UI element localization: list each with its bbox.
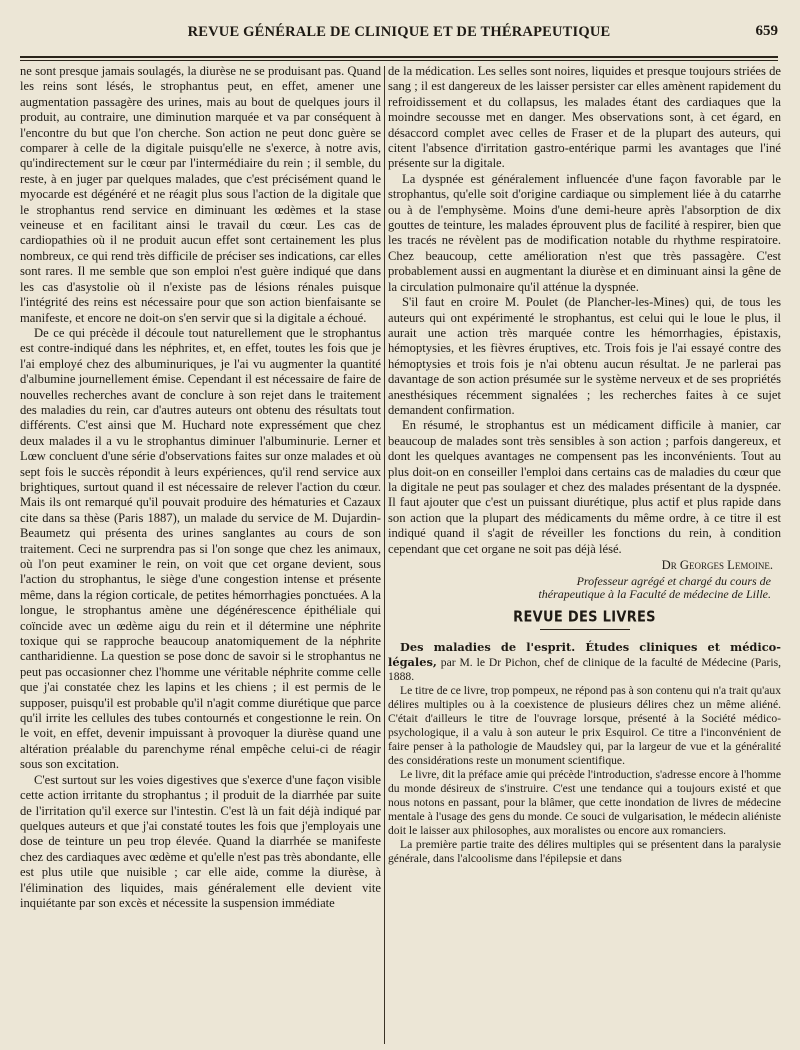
book-heading [388, 640, 781, 684]
header-rule [20, 56, 778, 58]
book-citation: par M. le Dr Pichon, chef de clinique de la faculté de Médecine (Paris, 1888. [388, 655, 781, 683]
paragraph: La dyspnée est généralement influencée d'une façon favorable par le strophantus, qu'elle soit d'origine cardiaque ou simplement liée à du catarrhe ou à de l'emphysème. Moins d'une demi-heure après l'absorption de dix gouttes de teinture, les malades éprouvent plus de facilité à respirer, bien que les tracés ne révèlent pas de modification notable du rhythme respiratoire. Chez beaucoup, cette amélioration n'est que très passagère. C'est probablement aussi en augmentant la diurèse et en diminuant ainsi la gêne de la circulation pulmonaire qu'il atténue la dyspnée. [388, 171, 781, 294]
column-divider [384, 66, 385, 1044]
book-review [388, 640, 781, 866]
section-rule [540, 629, 630, 630]
author-signature: Dr Georges Lemoine. [661, 558, 773, 572]
paragraph: ne sont presque jamais soulagés, la diurèse ne se produisant pas. Quand les reins sont lésés, le strophantus peut, en effet, amener une augmentation passagère des urines, mais au bout de quelques jours il produit, au contraire, une diminution marquée et va par conséquent à l'encontre du but que l'on cherche. Son action ne peut donc guère se comparer à celle de la digitale puisqu'elle ne s'exerce, à notre avis, qu'indirectement sur le cœur par l'intermédiaire du rein ; il semble, du reste, à en juger par quelques malades, que c'est précisément quand le myocarde est dégénéré et ne réagit plus sous l'action de la digitale que le strophantus rend service en diminuant les œdèmes et la stase veineuse et en facilitant ainsi le travail du cœur. Les cas de cardiopathies où il ne produit aucun effet sont certainement les plus nombreux, ce qui rend très difficile de préciser ses indications, car elles sont rares. Il me semble que son emploi n'est guère indiqué que dans les cas d'asystolie où il n'existe pas de lésions rénales puisque l'intégrité des reins est nécessaire pour que son action bienfaisante se manifeste, et encore ne doit-on s'en servir que si la digitale a échoué. [20, 64, 381, 325]
section-title: REVUE DES LIVRES [513, 609, 656, 627]
header-rule-thin [20, 60, 778, 61]
right-column [388, 64, 781, 866]
author-affiliation: Professeur agrégé et chargé du cours de thérapeutique à la Faculté de médecine de Lille. [538, 574, 771, 601]
running-title: REVUE GÉNÉRALE DE CLINIQUE ET DE THÉRAPEUTIQUE [187, 24, 611, 40]
paragraph: de la médication. Les selles sont noires, liquides et presque toujours striées de sang ; il est dangereux de les laisser persister car elles amènent rapidement du refroidissement et du collapsus, les malades étant des cardiaques que la moindre secousse met en danger. Mes observations sont, à cet égard, en désaccord complet avec celles de Fraser et de la plupart des auteurs, qui citent l'absence d'irritation gastro-entérique parmi les avantages que l'iné présente sur la digitale. [388, 64, 781, 171]
review-paragraph: La première partie traite des délires multiples qui se présentent dans la paralysie générale, dans l'alcoolisme dans l'épilepsie et dans [388, 837, 781, 865]
paragraph: C'est surtout sur les voies digestives que s'exerce d'une façon visible cette action irritante du strophantus ; il produit de la diarrhée par suite de l'irritation qu'il exerce sur l'intestin. C'est là un fait déjà indiqué par quelques auteurs et que j'ai constaté toutes les fois que j'employais une dose de teinture un peu trop élevée. Quand la diarrhée se manifeste chez des cardiaques avec œdème et qu'elle n'est pas très abondante, elle est plus utile que nuisible ; car elle aide, comme la diurèse, à l'élimination des liquides, mais généralement elle devient vite inquiétante par son excès et nécessite la suspension immédiate [20, 772, 381, 910]
review-paragraph: Le livre, dit la préface amie qui précède l'introduction, s'adresse encore à l'homme du monde désireux de s'instruire. C'est une tendance qui a toujours existé et que nous notons en passant, pour la blâmer, que cette inondation de livres de médecine mentale à l'usage des gens du monde. Ce souci de vulgarisation, le médecin aliéniste doit le laisser aux philosophes, aux moralistes ou encore aux romanciers. [388, 767, 781, 837]
book-title: Des maladies de l'esprit. Études cliniques et médico-légales, [388, 639, 781, 669]
left-column [20, 64, 381, 911]
paragraph: En résumé, le strophantus est un médicament difficile à manier, car beaucoup de malades sont très sensibles à son action ; parfois dangereux, et dont les quelques avantages ne compensent pas les inconvénients. Tout au plus doit-on en conseiller l'emploi dans certains cas de maladies du cœur que la digitale ne peut pas soulager et chez des malades présentant de la dyspnée. Il faut ajouter que c'est un puissant diurétique, plus actif et plus rapide dans son action que la plupart des médicaments du même ordre, à ce titre il est indiqué quand il s'agit de réveiller les fonctions du rein, à condition cependant que cet organe ne soit pas déjà lésé. [388, 418, 781, 556]
review-paragraph: Le titre de ce livre, trop pompeux, ne répond pas à son contenu qui n'a trait qu'aux délires multiples ou à la coexistence de plusieurs délires chez un même aliéné. C'était d'ailleurs le titre de l'ouvrage lorsque, présenté à la Société médico-psychologique, il a valu à son auteur le prix Esquirol. Ce titre a l'inconvénient de faire penser à la pathologie de Maudsley qui, par la largeur de vue et la généralité des considérations reste un monument scientifique. [388, 683, 781, 767]
page-header [20, 22, 778, 48]
page-number: 659 [755, 23, 778, 39]
paragraph: De ce qui précède il découle tout naturellement que le strophantus est contre-indiqué dans les néphrites, et, en effet, toutes les fois que je l'ai employé chez des albuminuriques, je l'ai vu augmenter la quantité d'albumine journellement émise. Cependant il est nécessaire de faire de nouvelles recherches avant de conclure à son rejet dans le traitement des maladies du rein, car d'autres auteurs ont obtenu des résultats tout différents. C'est ainsi que M. Huchard note expressément que chez deux malades il a vu le strophantus diminuer l'albuminurie. Lerner et Lœw concluent d'une série d'observations faites sur onze malades et où sept fois le succès répondit à leurs expériences, qu'il rend service aux brightiques, surtout quand il est nécessaire de relever l'action du cœur. Mais ils ont remarqué qu'il pouvait produire des hématuries et Cazaux cite dans sa thèse (Paris 1887), un malade du service de M. Dujardin-Beaumetz qui présenta des urines sanglantes au cours de son traitement. Ceci ne surprendra pas si l'on songe que chez les animaux, où l'on peut examiner le rein, on voit que cet organe devient, sous l'action du strophantus, le siège d'une congestion intense et présente même, dans la région corticale, de petites hémorrhagies ponctuées. A la longue, le strophantus amène une dégénérescence épithéliale qui coïncide avec un œdème aigu du rein et il détermine une néphrite toxique qui se rapproche beaucoup anatomiquement de la néphrite cantharidienne. La question se pose donc de savoir si le strophantus ne peut pas occasionner chez l'homme une véritable néphrite comme celle que j'ai constatée chez les lapins et les chiens ; il est permis de le supposer, puisqu'il est probable qu'il n'agit comme diurétique que parce qu'il irrite les cellules des tubes contournés et congestionne le rein. On le voit, en effet, devenir impuissant à provoquer la diurèse quand une altération préalable du parenchyme rénal empêche celui-ci de réagir sous son excitation. [20, 325, 381, 772]
paragraph: S'il faut en croire M. Poulet (de Plancher-les-Mines) qui, de tous les auteurs qui ont expérimenté le strophantus, est celui qui le loue le plus, il aurait une action très marquée contre les hémorrhagies, épistaxis, hémoptysies, et les fièvres éruptives, etc. Trois fois je l'ai essayé contre des hémoptysies et trois fois je n'ai obtenu aucun résultat. Je ne parlerai pas davantage de son action présumée sur le système nerveux et de ses propriétés anesthésiques récemment signalées ; les recherches faites à ce sujet demandent confirmation. [388, 295, 781, 417]
